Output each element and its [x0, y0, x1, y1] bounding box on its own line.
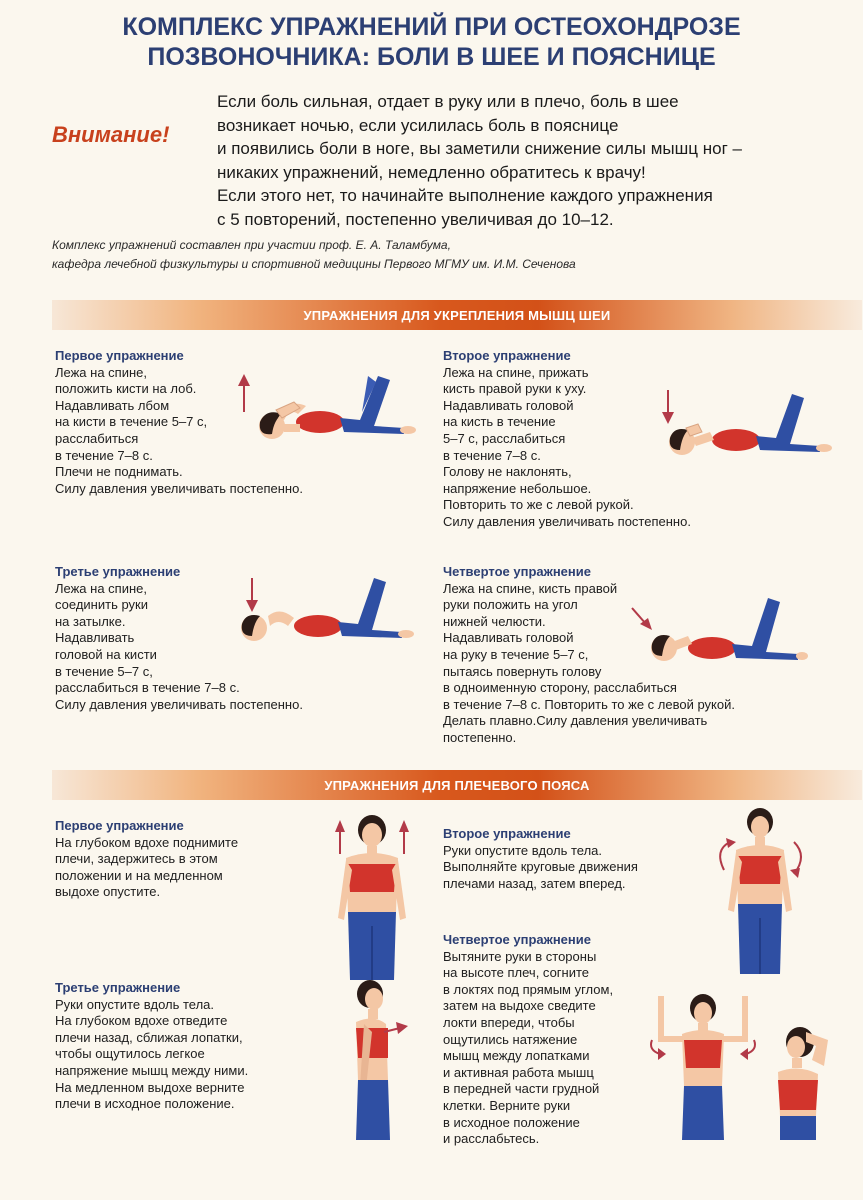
- title-line-1: КОМПЛЕКС УПРАЖНЕНИЙ ПРИ ОСТЕОХОНДРОЗЕ: [122, 13, 741, 41]
- shoulder-exercise-4: [443, 932, 613, 1148]
- woman-hands-behind-head-illustration: [766, 1020, 846, 1140]
- exercise-line: Надавливать лбом: [55, 397, 170, 413]
- exercise-line: нижней челюсти.: [443, 613, 546, 629]
- exercise-line: Вытяните руки в стороны: [443, 948, 597, 964]
- exercise-line: в течение 5–7 с,: [55, 663, 153, 679]
- intro-warning: [217, 90, 837, 231]
- exercise-line: Силу давления увеличивать постепенно.: [443, 513, 691, 529]
- arrow-up-icon: [399, 820, 409, 854]
- credits: [52, 236, 812, 274]
- exercise-line: в течение 7–8 с. Повторить то же с левой рукой.: [443, 696, 735, 712]
- intro-line: Если этого нет, то начинайте выполнение каждого упражнения: [217, 186, 713, 205]
- exercise-line: расслабиться в течение 7–8 с.: [55, 680, 240, 696]
- exercise-line: На медленном выдохе верните: [55, 1079, 245, 1095]
- standing-woman-illustration-2: [710, 806, 810, 974]
- standing-woman-side-illustration: [334, 976, 414, 1140]
- lying-woman-illustration-2: [652, 384, 838, 470]
- exercise-title: Первое упражнение: [55, 348, 184, 363]
- exercise-title: Второе упражнение: [443, 826, 571, 841]
- exercise-line: в исходное положение: [443, 1114, 580, 1130]
- exercise-line: затем на выдохе сведите: [443, 998, 596, 1014]
- exercise-line: На глубоком вдохе поднимите: [55, 834, 239, 850]
- exercise-title: Второе упражнение: [443, 348, 571, 363]
- exercise-line: в одноименную сторону, расслабиться: [443, 680, 677, 696]
- lying-woman-illustration-1: [232, 362, 418, 448]
- exercise-line: головой на кисти: [55, 646, 157, 662]
- shoulder-exercise-3: [55, 980, 248, 1113]
- exercise-line: на кисть в течение: [443, 414, 556, 430]
- exercise-title: Третье упражнение: [55, 564, 181, 579]
- shoulder-exercise-1: [55, 818, 238, 901]
- exercise-line: Выполняйте круговые движения: [443, 859, 638, 875]
- page-title: [0, 12, 863, 72]
- intro-line: с 5 повторений, постепенно увеличивая до 10–12.: [217, 209, 614, 229]
- exercise-line: в течение 7–8 с.: [443, 447, 541, 463]
- exercise-line: плечами назад, затем вперед.: [443, 875, 626, 891]
- attention-label: Внимание!: [52, 122, 170, 147]
- exercise-line: руки положить на угол: [443, 597, 578, 613]
- exercise-line: Лежа на спине, кисть правой: [443, 580, 618, 596]
- exercise-line: плечи назад, сближая лопатки,: [55, 1029, 243, 1045]
- exercise-line: напряжение мышц между ними.: [55, 1062, 249, 1078]
- exercise-line: Руки опустите вдоль тела.: [55, 996, 215, 1012]
- exercise-line: положить кисти на лоб.: [55, 381, 197, 397]
- exercise-line: на кисти в течение 5–7 с,: [55, 414, 208, 430]
- exercise-line: плечи в исходное положение.: [55, 1096, 235, 1112]
- exercise-line: в передней части грудной: [443, 1081, 600, 1097]
- exercise-line: в течение 7–8 с.: [55, 447, 153, 463]
- section-header-shoulder: УПРАЖНЕНИЯ ДЛЯ ПЛЕЧЕВОГО ПОЯСА: [52, 770, 862, 800]
- arrow-up-icon: [238, 374, 250, 412]
- exercise-title: Первое упражнение: [55, 818, 184, 833]
- exercise-line: 5–7 с, расслабиться: [443, 430, 566, 446]
- arrow-up-icon: [335, 820, 345, 854]
- exercise-line: Надавливать головой: [443, 630, 574, 646]
- exercise-line: Руки опустите вдоль тела.: [443, 842, 603, 858]
- arrow-down-icon: [662, 390, 674, 424]
- section-header-neck: УПРАЖНЕНИЯ ДЛЯ УКРЕПЛЕНИЯ МЫШЦ ШЕИ: [52, 300, 862, 330]
- exercise-line: клетки. Верните руки: [443, 1097, 571, 1113]
- exercise-line: Силу давления увеличивать постепенно.: [55, 696, 303, 712]
- credits-line: кафедра лечебной физкультуры и спортивной медицины Первого МГМУ им. И.М. Сеченова: [52, 257, 576, 271]
- lying-woman-illustration-4: [622, 590, 808, 680]
- exercise-line: соединить руки: [55, 597, 148, 613]
- arrow-down-icon: [246, 578, 258, 612]
- exercise-line: Лежа на спине,: [55, 364, 147, 380]
- exercise-line: Лежа на спине, прижать: [443, 364, 589, 380]
- credits-line: Комплекс упражнений составлен при участии проф. Е. А. Таламбума,: [52, 238, 451, 252]
- lying-woman-illustration-3: [232, 572, 418, 658]
- exercise-title: Четвертое упражнение: [443, 932, 591, 947]
- woman-arms-bent-illustration: [648, 990, 758, 1140]
- exercise-line: на высоте плеч, согните: [443, 965, 590, 981]
- exercise-line: Плечи не поднимать.: [55, 464, 183, 480]
- exercise-line: Силу давления увеличивать постепенно.: [55, 480, 303, 496]
- intro-line: никаких упражнений, немедленно обратитесь к врачу!: [217, 162, 646, 182]
- exercise-line: плечи, задержитесь в этом: [55, 851, 218, 867]
- exercise-line: Надавливать головой: [443, 397, 574, 413]
- shoulder-exercise-2: [443, 826, 638, 892]
- circular-arrow-icon: [720, 838, 736, 870]
- circular-arrow-icon: [651, 1040, 666, 1060]
- exercise-line: Голову не наклонять,: [443, 464, 572, 480]
- exercise-line: ощутились натяжение: [443, 1031, 578, 1047]
- circular-arrow-icon: [740, 1040, 755, 1060]
- exercise-title: Четвертое упражнение: [443, 564, 591, 579]
- exercise-line: пытаясь повернуть голову: [443, 663, 602, 679]
- exercise-line: положении и на медленном: [55, 867, 223, 883]
- exercise-line: локти впереди, чтобы: [443, 1014, 575, 1030]
- exercise-line: мышц между лопатками: [443, 1048, 590, 1064]
- exercise-line: Лежа на спине,: [55, 580, 147, 596]
- exercise-title: Третье упражнение: [55, 980, 181, 995]
- standing-woman-illustration-1: [326, 808, 416, 980]
- intro-line: Если боль сильная, отдает в руку или в плечо, боль в шее: [217, 92, 679, 111]
- exercise-line: и расслабьтесь.: [443, 1131, 540, 1147]
- exercise-line: напряжение небольшое.: [443, 480, 592, 496]
- exercise-line: кисть правой руки к уху.: [443, 381, 587, 397]
- exercise-line: расслабиться: [55, 430, 139, 446]
- exercise-line: выдохе опустите.: [55, 884, 161, 900]
- exercise-line: На глубоком вдохе отведите: [55, 1013, 228, 1029]
- arrow-down-icon: [632, 608, 652, 630]
- exercise-line: в локтях под прямым углом,: [443, 981, 614, 997]
- circular-arrow-icon: [790, 842, 801, 878]
- exercise-line: Делать плавно.Силу давления увеличивать: [443, 713, 708, 729]
- exercise-line: Повторить то же с левой рукой.: [443, 497, 634, 513]
- intro-line: и появились боли в ноге, вы заметили снижение силы мышц ног –: [217, 139, 742, 158]
- exercise-line: чтобы ощутилось легкое: [55, 1046, 205, 1062]
- title-line-2: ПОЗВОНОЧНИКА: БОЛИ В ШЕЕ И ПОЯСНИЦЕ: [147, 43, 716, 71]
- exercise-line: Надавливать: [55, 630, 135, 646]
- exercise-line: на руку в течение 5–7 с,: [443, 646, 589, 662]
- intro-line: возникает ночью, если усилилась боль в пояснице: [217, 115, 619, 135]
- exercise-line: на затылке.: [55, 613, 126, 629]
- exercise-line: постепенно.: [443, 729, 517, 745]
- exercise-line: и активная работа мышц: [443, 1064, 594, 1080]
